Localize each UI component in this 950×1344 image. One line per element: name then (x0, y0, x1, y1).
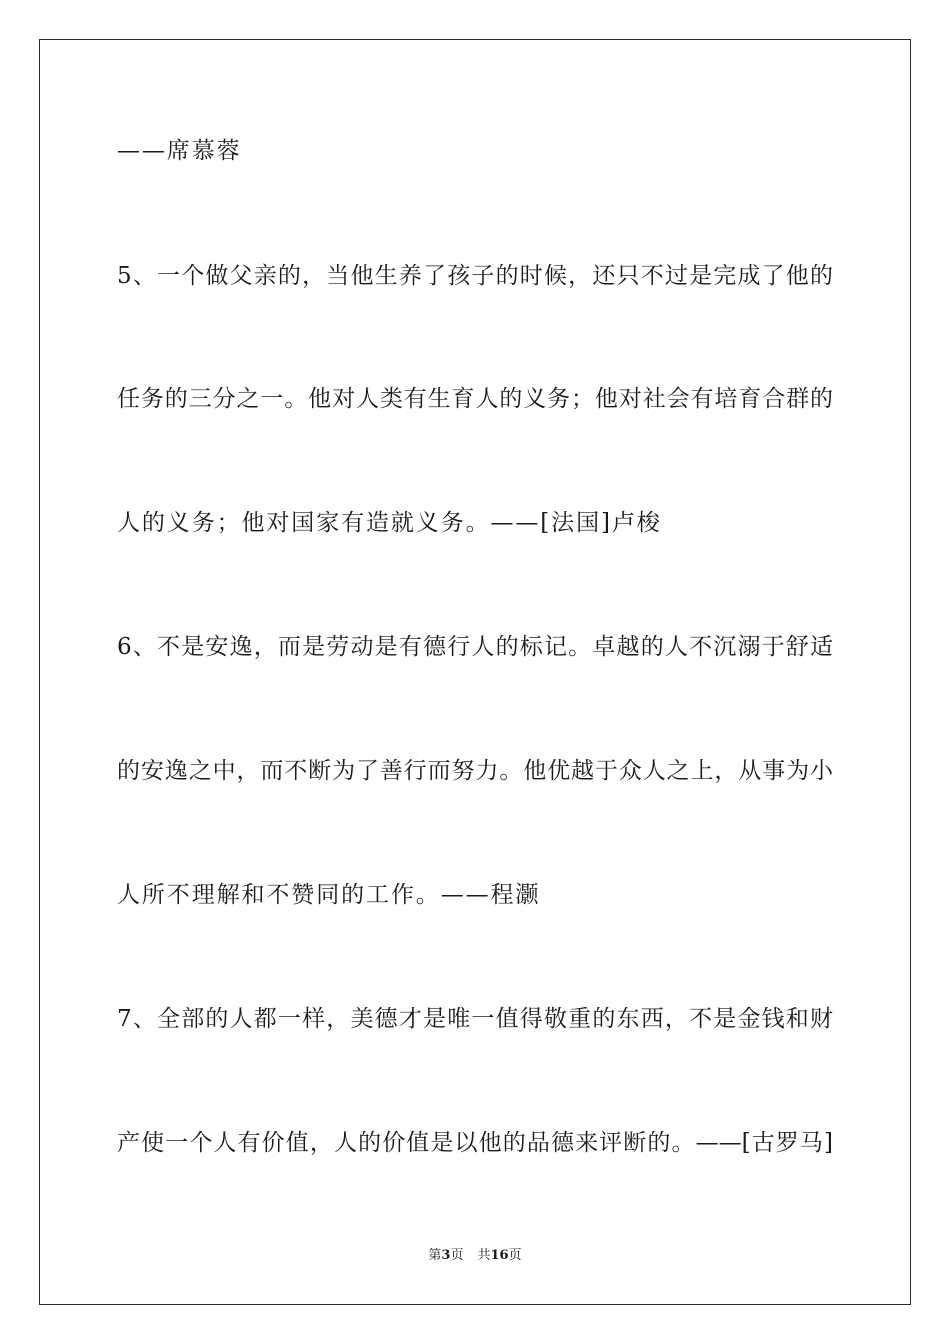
page-suffix: 页 (450, 1248, 464, 1263)
page-prefix: 第 (428, 1248, 442, 1263)
page-border (39, 39, 911, 1305)
quote-7-line-1: 7、全部的人都一样，美德才是唯一值得敬重的东西，不是金钱和财 (117, 1006, 833, 1032)
total-pages: 16 (490, 1248, 509, 1263)
quote-6-line-3: 人所不理解和不赞同的工作。——程灏 (117, 882, 541, 908)
total-suffix: 页 (508, 1248, 522, 1263)
quote-7-line-2: 产使一个人有价值，人的价值是以他的品德来评断的。——[古罗马] (117, 1130, 833, 1156)
quote-6-line-1: 6、不是安逸，而是劳动是有德行人的标记。卓越的人不沉溺于舒适 (117, 634, 833, 660)
total-prefix: 共 (477, 1248, 491, 1263)
quote-6-line-2: 的安逸之中，而不断为了善行而努力。他优越于众人之上，从事为小 (117, 758, 833, 784)
quote-5-line-1: 5、一个做父亲的，当他生养了孩子的时候，还只不过是完成了他的 (117, 263, 833, 289)
quote-5-line-2: 任务的三分之一。他对人类有生育人的义务；他对社会有培育合群的 (117, 386, 833, 412)
quote-5-line-3: 人的义务；他对国家有造就义务。——[法国]卢梭 (117, 510, 662, 536)
page-footer (0, 1247, 950, 1265)
page-number: 3 (441, 1248, 451, 1263)
attribution-line: ——席慕蓉 (117, 138, 242, 164)
